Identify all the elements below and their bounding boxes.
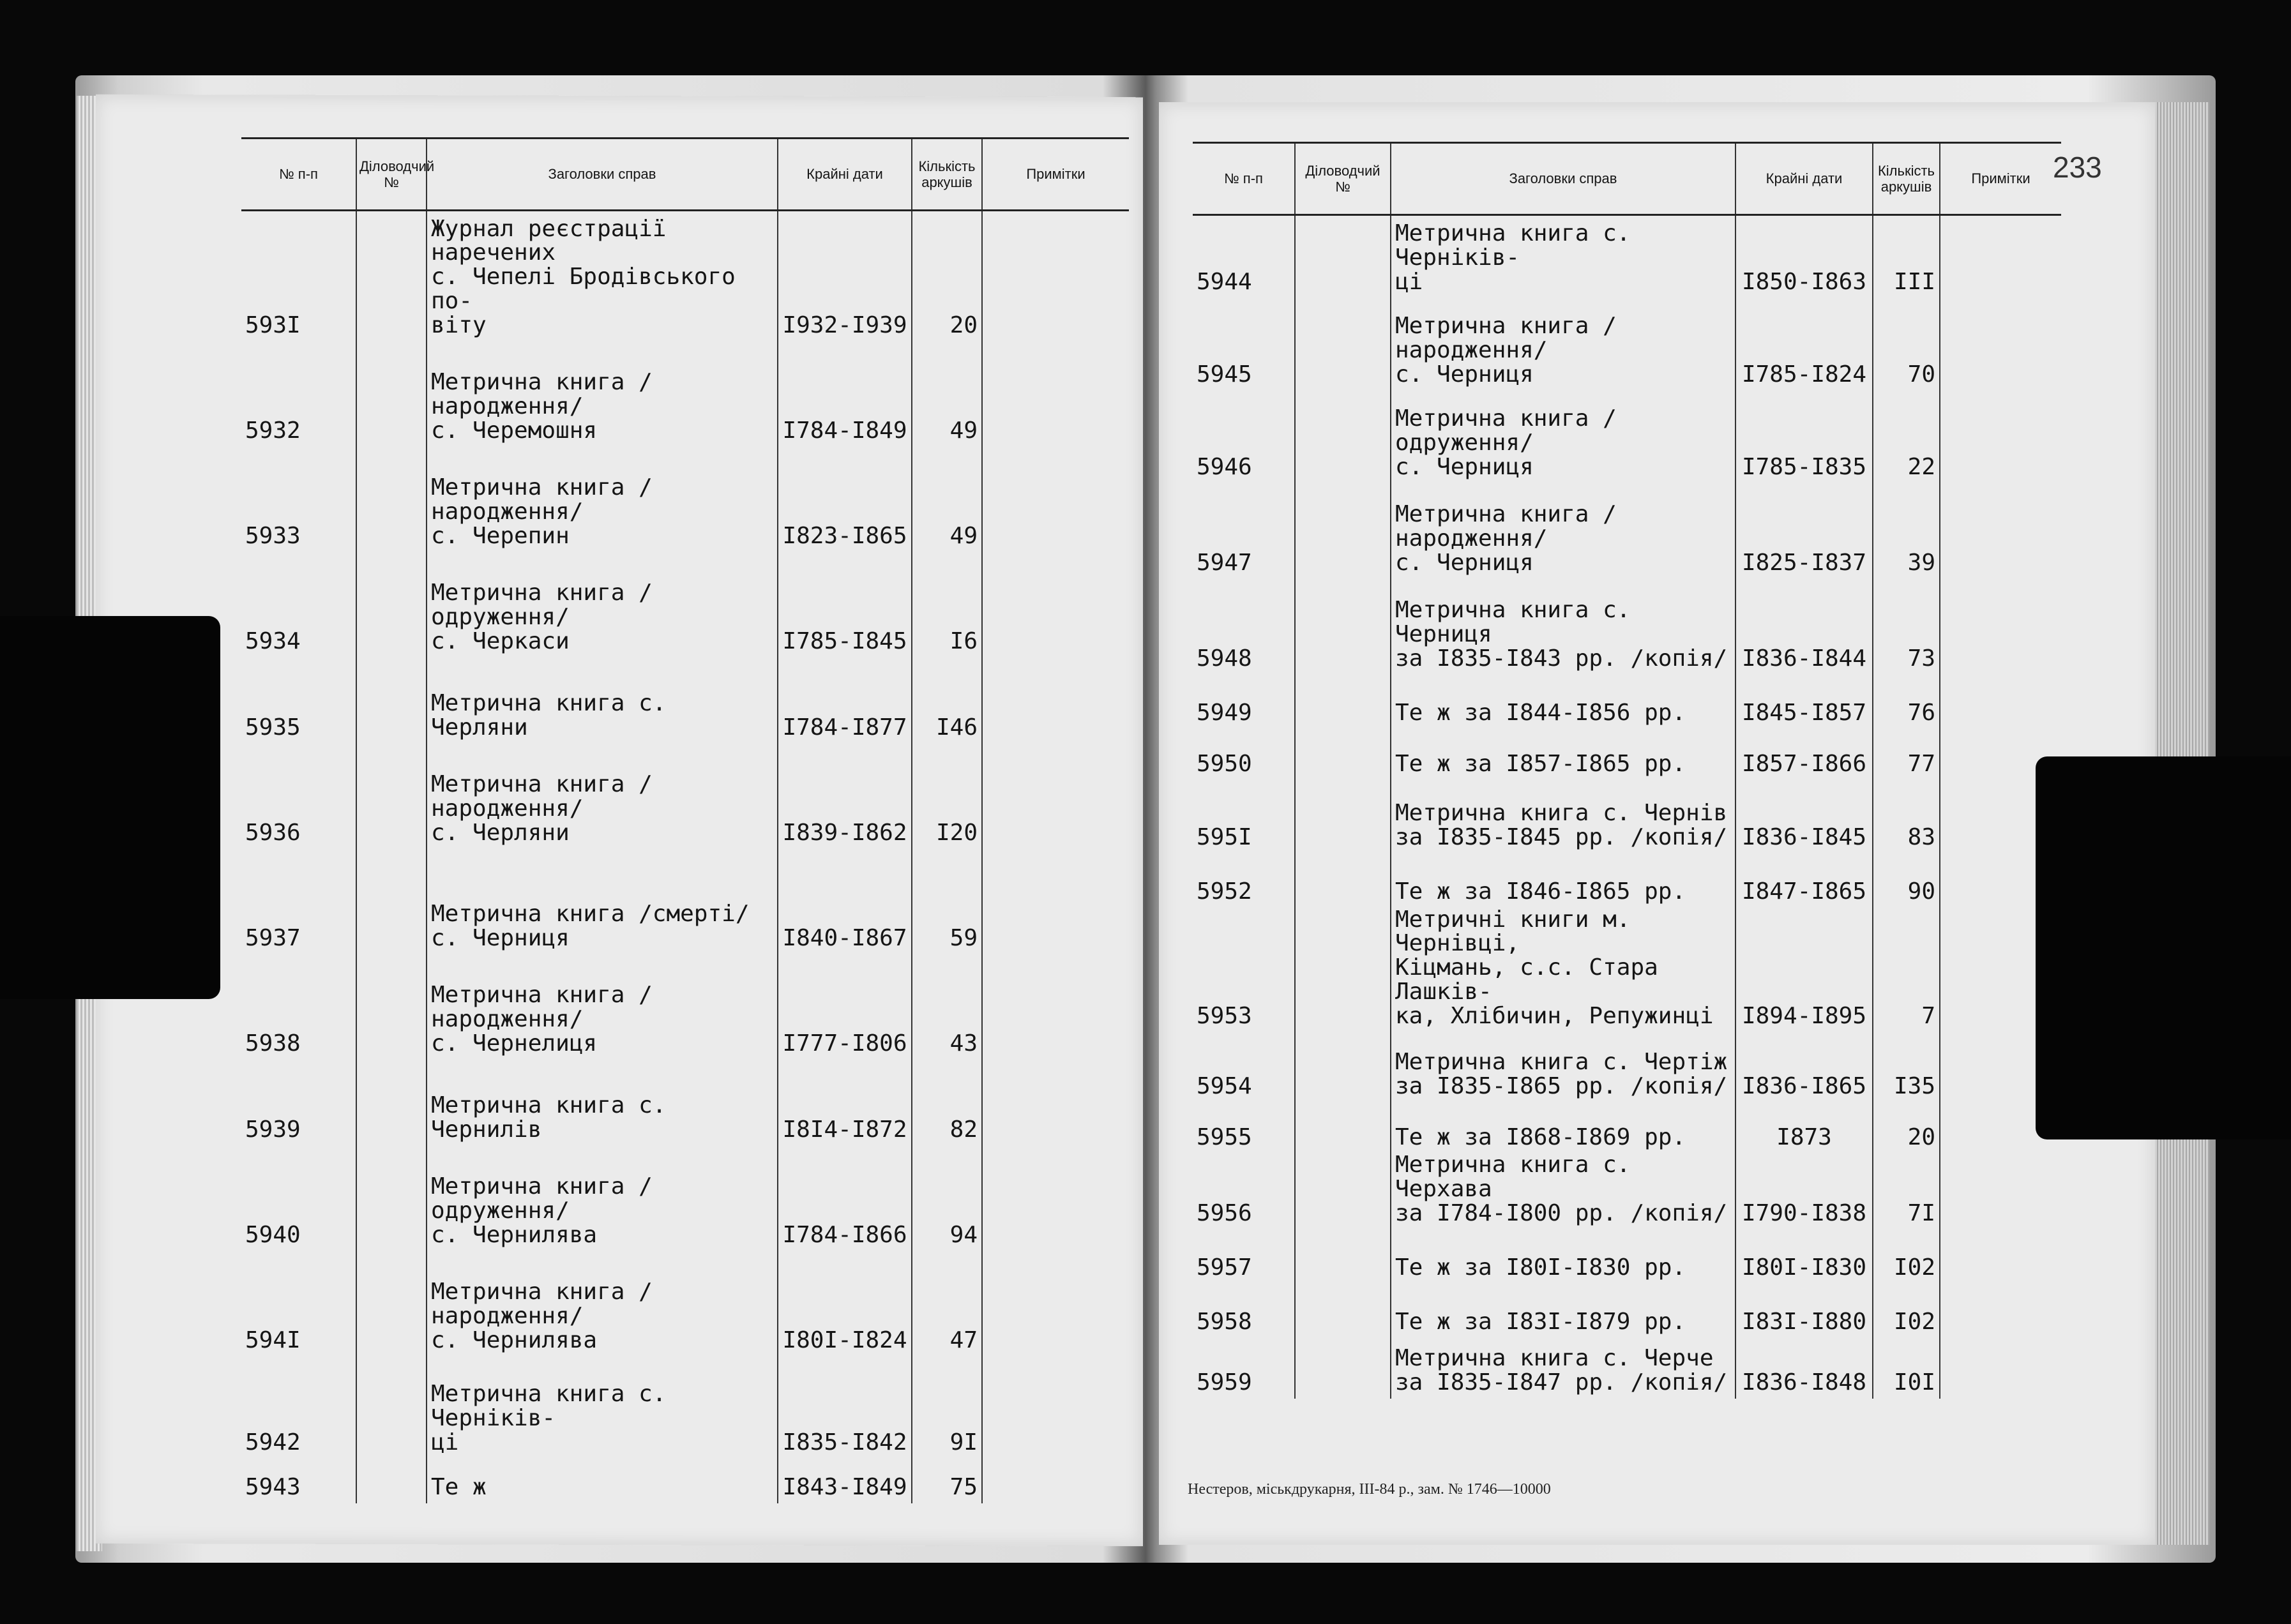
entry-number: 5943	[245, 1473, 301, 1500]
header-clerk: Діловодчий №	[356, 139, 427, 211]
entry-sheets: 83	[1873, 780, 1940, 853]
entry-title: Метрична книга /одруження/ с. Чернилява	[427, 1146, 778, 1251]
entry-dates: I843-I849	[778, 1459, 912, 1503]
left-book-clip	[0, 616, 220, 999]
entry-number: 5936	[245, 819, 301, 846]
entry-number: 5949	[1197, 699, 1252, 726]
entry-sheets: 82	[912, 1060, 982, 1146]
entry-dates: I823-I865	[778, 447, 912, 552]
entry-sheets: 49	[912, 342, 982, 447]
clerk-number	[356, 1146, 427, 1251]
entry-title: Метрична книга /народження/ с. Черниця	[1391, 483, 1735, 579]
clerk-number	[356, 342, 427, 447]
entry-sheets: 73	[1873, 579, 1940, 675]
entry-notes	[982, 849, 1129, 954]
entry-title: Те ж за I857-I865 рр.	[1391, 729, 1735, 780]
entry-dates: I836-I845	[1735, 780, 1873, 853]
entry-sheets: 59	[912, 849, 982, 954]
clerk-number	[1295, 483, 1391, 579]
right-register-table	[1193, 142, 2061, 1399]
entry-dates: I784-I849	[778, 342, 912, 447]
entry-title: Метрична книга /одруження/ с. Черниця	[1391, 391, 1735, 483]
table-row	[241, 1357, 1129, 1459]
entry-title: Метрична книга с. Черниця за I835-I843 рр. /копія/	[1391, 579, 1735, 675]
entry-dates: I784-I866	[778, 1146, 912, 1251]
table-row	[1193, 780, 2061, 853]
entry-number: 5938	[245, 1030, 301, 1056]
table-row	[241, 211, 1129, 342]
clerk-number	[1295, 908, 1391, 1032]
entry-number: 5937	[245, 924, 301, 951]
entry-dates: I847-I865	[1735, 853, 1873, 908]
entry-notes	[1940, 675, 2061, 729]
entry-dates: I850-I863	[1735, 215, 1873, 298]
entry-sheets: III	[1873, 215, 1940, 298]
clerk-number	[356, 1357, 427, 1459]
entry-sheets: 22	[1873, 391, 1940, 483]
table-row	[1193, 729, 2061, 780]
entry-notes	[1940, 1338, 2061, 1399]
printer-footer: Нестеров, міськдрукарня, III-84 р., зам. № 1746—10000	[1188, 1481, 1551, 1498]
table-row	[241, 552, 1129, 658]
entry-title: Метрична книга с. Черляни	[427, 658, 778, 744]
table-row	[1193, 1032, 2061, 1102]
entry-dates: I83I-I880	[1735, 1284, 1873, 1338]
entry-dates: I785-I835	[1735, 391, 1873, 483]
header-sheets: Кількість аркушів	[1873, 143, 1940, 215]
entry-number: 593I	[245, 312, 301, 338]
left-register-table	[241, 137, 1129, 1503]
entry-number: 5946	[1197, 453, 1252, 480]
clerk-number	[1295, 1153, 1391, 1229]
entry-title: Те ж за I83I-I879 рр.	[1391, 1284, 1735, 1338]
entry-notes	[1940, 391, 2061, 483]
entry-dates: I825-I837	[1735, 483, 1873, 579]
entry-number: 5934	[245, 628, 301, 654]
entry-sheets: 20	[912, 211, 982, 342]
entry-number: 5954	[1197, 1072, 1252, 1099]
entry-notes	[982, 1146, 1129, 1251]
table-row	[1193, 391, 2061, 483]
entry-title: Метрична книга с. Чернів за I835-I845 рр. /копія/	[1391, 780, 1735, 853]
entry-number: 5952	[1197, 878, 1252, 905]
entry-number: 5935	[245, 714, 301, 741]
clerk-number	[1295, 780, 1391, 853]
entry-number: 5939	[245, 1116, 301, 1143]
entry-title: Метрична книга /смерті/ с. Черниця	[427, 849, 778, 954]
clerk-number	[356, 447, 427, 552]
entry-dates: I80I-I830	[1735, 1229, 1873, 1284]
entry-number: 594I	[245, 1327, 301, 1353]
header-title: Заголовки справ	[427, 139, 778, 211]
entry-dates: I785-I845	[778, 552, 912, 658]
entry-number: 5956	[1197, 1200, 1252, 1227]
clerk-number	[1295, 1338, 1391, 1399]
entry-notes	[1940, 215, 2061, 298]
header-num: № п-п	[241, 139, 356, 211]
entry-number: 5932	[245, 417, 301, 444]
header-notes: Примітки	[982, 139, 1129, 211]
entry-dates: I836-I848	[1735, 1338, 1873, 1399]
entry-notes	[982, 342, 1129, 447]
entry-sheets: 75	[912, 1459, 982, 1503]
entry-title: Метрична книга с. Черхава за I784-I800 рр. /копія/	[1391, 1153, 1735, 1229]
entry-dates: I857-I866	[1735, 729, 1873, 780]
entry-title: Метрична книга с. Черче за I835-I847 рр. /копія/	[1391, 1338, 1735, 1399]
clerk-number	[356, 1459, 427, 1503]
table-row	[1193, 853, 2061, 908]
table-row	[1193, 1153, 2061, 1229]
entry-number: 5955	[1197, 1124, 1252, 1150]
clerk-number	[356, 1060, 427, 1146]
entry-dates: I777-I806	[778, 954, 912, 1060]
entry-sheets: 76	[1873, 675, 1940, 729]
entry-title: Метрична книга /народження/ с. Черляни	[427, 744, 778, 849]
entry-dates: I839-I862	[778, 744, 912, 849]
entry-title: Метрична книга /народження/ с. Чернилява	[427, 1251, 778, 1357]
entry-dates: I836-I865	[1735, 1032, 1873, 1102]
header-title: Заголовки справ	[1391, 143, 1735, 215]
entry-notes	[1940, 579, 2061, 675]
entry-sheets: 90	[1873, 853, 1940, 908]
table-row	[1193, 298, 2061, 391]
entry-number: 5940	[245, 1221, 301, 1248]
header-clerk: Діловодчий №	[1295, 143, 1391, 215]
table-row	[1193, 675, 2061, 729]
clerk-number	[356, 849, 427, 954]
entry-number: 5957	[1197, 1254, 1252, 1281]
clerk-number	[1295, 391, 1391, 483]
entry-title: Метрична книга с. Чертіж за I835-I865 рр. /копія/	[1391, 1032, 1735, 1102]
entry-title: Метрична книга /одруження/ с. Черкаси	[427, 552, 778, 658]
entry-notes	[982, 1357, 1129, 1459]
table-row	[241, 744, 1129, 849]
entry-notes	[1940, 298, 2061, 391]
entry-sheets: 70	[1873, 298, 1940, 391]
entry-dates: I790-I838	[1735, 1153, 1873, 1229]
entry-dates: I784-I877	[778, 658, 912, 744]
clerk-number	[356, 552, 427, 658]
entry-sheets: 20	[1873, 1102, 1940, 1153]
table-row	[1193, 483, 2061, 579]
clerk-number	[1295, 675, 1391, 729]
entry-notes	[982, 1459, 1129, 1503]
clerk-number	[1295, 1284, 1391, 1338]
table-row	[241, 1060, 1129, 1146]
entry-sheets: I20	[912, 744, 982, 849]
entry-title: Метричні книги м. Чернівці, Кіцмань, с.с. Стара Лашків- ка, Хлібичин, Репужинці	[1391, 908, 1735, 1032]
header-sheets: Кількість аркушів	[912, 139, 982, 211]
entry-title: Метрична книга /народження/ с. Черепин	[427, 447, 778, 552]
entry-number: 5942	[245, 1429, 301, 1455]
entry-dates: I894-I895	[1735, 908, 1873, 1032]
table-row	[1193, 908, 2061, 1032]
table-row	[1193, 215, 2061, 298]
entry-title: Те ж	[427, 1459, 778, 1503]
entry-sheets: I35	[1873, 1032, 1940, 1102]
entry-sheets: 49	[912, 447, 982, 552]
entry-dates: I785-I824	[1735, 298, 1873, 391]
entry-dates: I80I-I824	[778, 1251, 912, 1357]
entry-number: 5948	[1197, 645, 1252, 672]
table-row	[241, 849, 1129, 954]
entry-number: 5945	[1197, 361, 1252, 387]
table-row	[241, 447, 1129, 552]
entry-title: Те ж за I80I-I830 рр.	[1391, 1229, 1735, 1284]
header-dates: Крайні дати	[778, 139, 912, 211]
entry-notes	[1940, 1153, 2061, 1229]
entry-notes	[982, 552, 1129, 658]
entry-notes	[1940, 1284, 2061, 1338]
entry-title: Метрична книга /народження/ с. Черниця	[1391, 298, 1735, 391]
entry-number: 5950	[1197, 750, 1252, 777]
entry-dates: I8I4-I872	[778, 1060, 912, 1146]
entry-notes	[982, 211, 1129, 342]
entry-dates: I840-I867	[778, 849, 912, 954]
entry-sheets: I02	[1873, 1229, 1940, 1284]
entry-title: Метрична книга /народження/ с. Чернелиця	[427, 954, 778, 1060]
clerk-number	[1295, 1229, 1391, 1284]
table-row	[1193, 1284, 2061, 1338]
entry-notes	[1940, 1229, 2061, 1284]
entry-title: Те ж за I868-I869 рр.	[1391, 1102, 1735, 1153]
entry-dates: I932-I939	[778, 211, 912, 342]
clerk-number	[1295, 215, 1391, 298]
entry-sheets: 47	[912, 1251, 982, 1357]
clerk-number	[356, 658, 427, 744]
entry-sheets: I0I	[1873, 1338, 1940, 1399]
entry-notes	[982, 954, 1129, 1060]
entry-title: Те ж за I846-I865 рр.	[1391, 853, 1735, 908]
entry-title: Те ж за I844-I856 рр.	[1391, 675, 1735, 729]
table-row	[1193, 1102, 2061, 1153]
right-header-row	[1193, 143, 2061, 215]
entry-sheets: 77	[1873, 729, 1940, 780]
table-row	[241, 342, 1129, 447]
clerk-number	[356, 211, 427, 342]
clerk-number	[1295, 298, 1391, 391]
entry-number: 5944	[1197, 268, 1252, 295]
entry-number: 5947	[1197, 549, 1252, 576]
table-row	[241, 954, 1129, 1060]
table-row	[1193, 579, 2061, 675]
entry-title: Журнал реєстрації наречених с. Чепелі Бродівського по- віту	[427, 211, 778, 342]
clerk-number	[1295, 853, 1391, 908]
header-notes: Примітки	[1940, 143, 2061, 215]
entry-notes	[982, 1060, 1129, 1146]
clerk-number	[1295, 1032, 1391, 1102]
entry-sheets: 43	[912, 954, 982, 1060]
entry-sheets: I02	[1873, 1284, 1940, 1338]
table-row	[241, 1146, 1129, 1251]
entry-sheets: 7I	[1873, 1153, 1940, 1229]
entry-title: Метрична книга /народження/ с. Черемошня	[427, 342, 778, 447]
clerk-number	[356, 954, 427, 1060]
entry-notes	[1940, 483, 2061, 579]
entry-sheets: I6	[912, 552, 982, 658]
header-dates: Крайні дати	[1735, 143, 1873, 215]
table-row	[241, 1459, 1129, 1503]
table-row	[1193, 1229, 2061, 1284]
entry-dates: I845-I857	[1735, 675, 1873, 729]
table-row	[241, 658, 1129, 744]
clerk-number	[356, 1251, 427, 1357]
right-book-clip	[2036, 756, 2291, 1139]
entry-number: 5953	[1197, 1002, 1252, 1029]
entry-sheets: 7	[1873, 908, 1940, 1032]
clerk-number	[356, 744, 427, 849]
entry-title: Метрична книга с. Чернилів	[427, 1060, 778, 1146]
entry-sheets: 9I	[912, 1357, 982, 1459]
entry-title: Метрична книга с. Черніків- ці	[427, 1357, 778, 1459]
clerk-number	[1295, 1102, 1391, 1153]
entry-title: Метрична книга с. Черніків- ці	[1391, 215, 1735, 298]
entry-sheets: 39	[1873, 483, 1940, 579]
entry-sheets: I46	[912, 658, 982, 744]
entry-dates: I836-I844	[1735, 579, 1873, 675]
entry-notes	[982, 658, 1129, 744]
entry-notes	[982, 1251, 1129, 1357]
table-row	[1193, 1338, 2061, 1399]
left-header-row	[241, 139, 1129, 211]
entry-sheets: 94	[912, 1146, 982, 1251]
entry-dates: I835-I842	[778, 1357, 912, 1459]
entry-number: 5958	[1197, 1309, 1252, 1335]
table-row	[241, 1251, 1129, 1357]
entry-dates: I873	[1735, 1102, 1873, 1153]
clerk-number	[1295, 729, 1391, 780]
header-num: № п-п	[1193, 143, 1295, 215]
entry-notes	[982, 744, 1129, 849]
entry-number: 5959	[1197, 1369, 1252, 1396]
entry-notes	[982, 447, 1129, 552]
page-number: 233	[2053, 151, 2102, 184]
entry-number: 5933	[245, 522, 301, 549]
clerk-number	[1295, 579, 1391, 675]
entry-number: 595I	[1197, 823, 1252, 850]
